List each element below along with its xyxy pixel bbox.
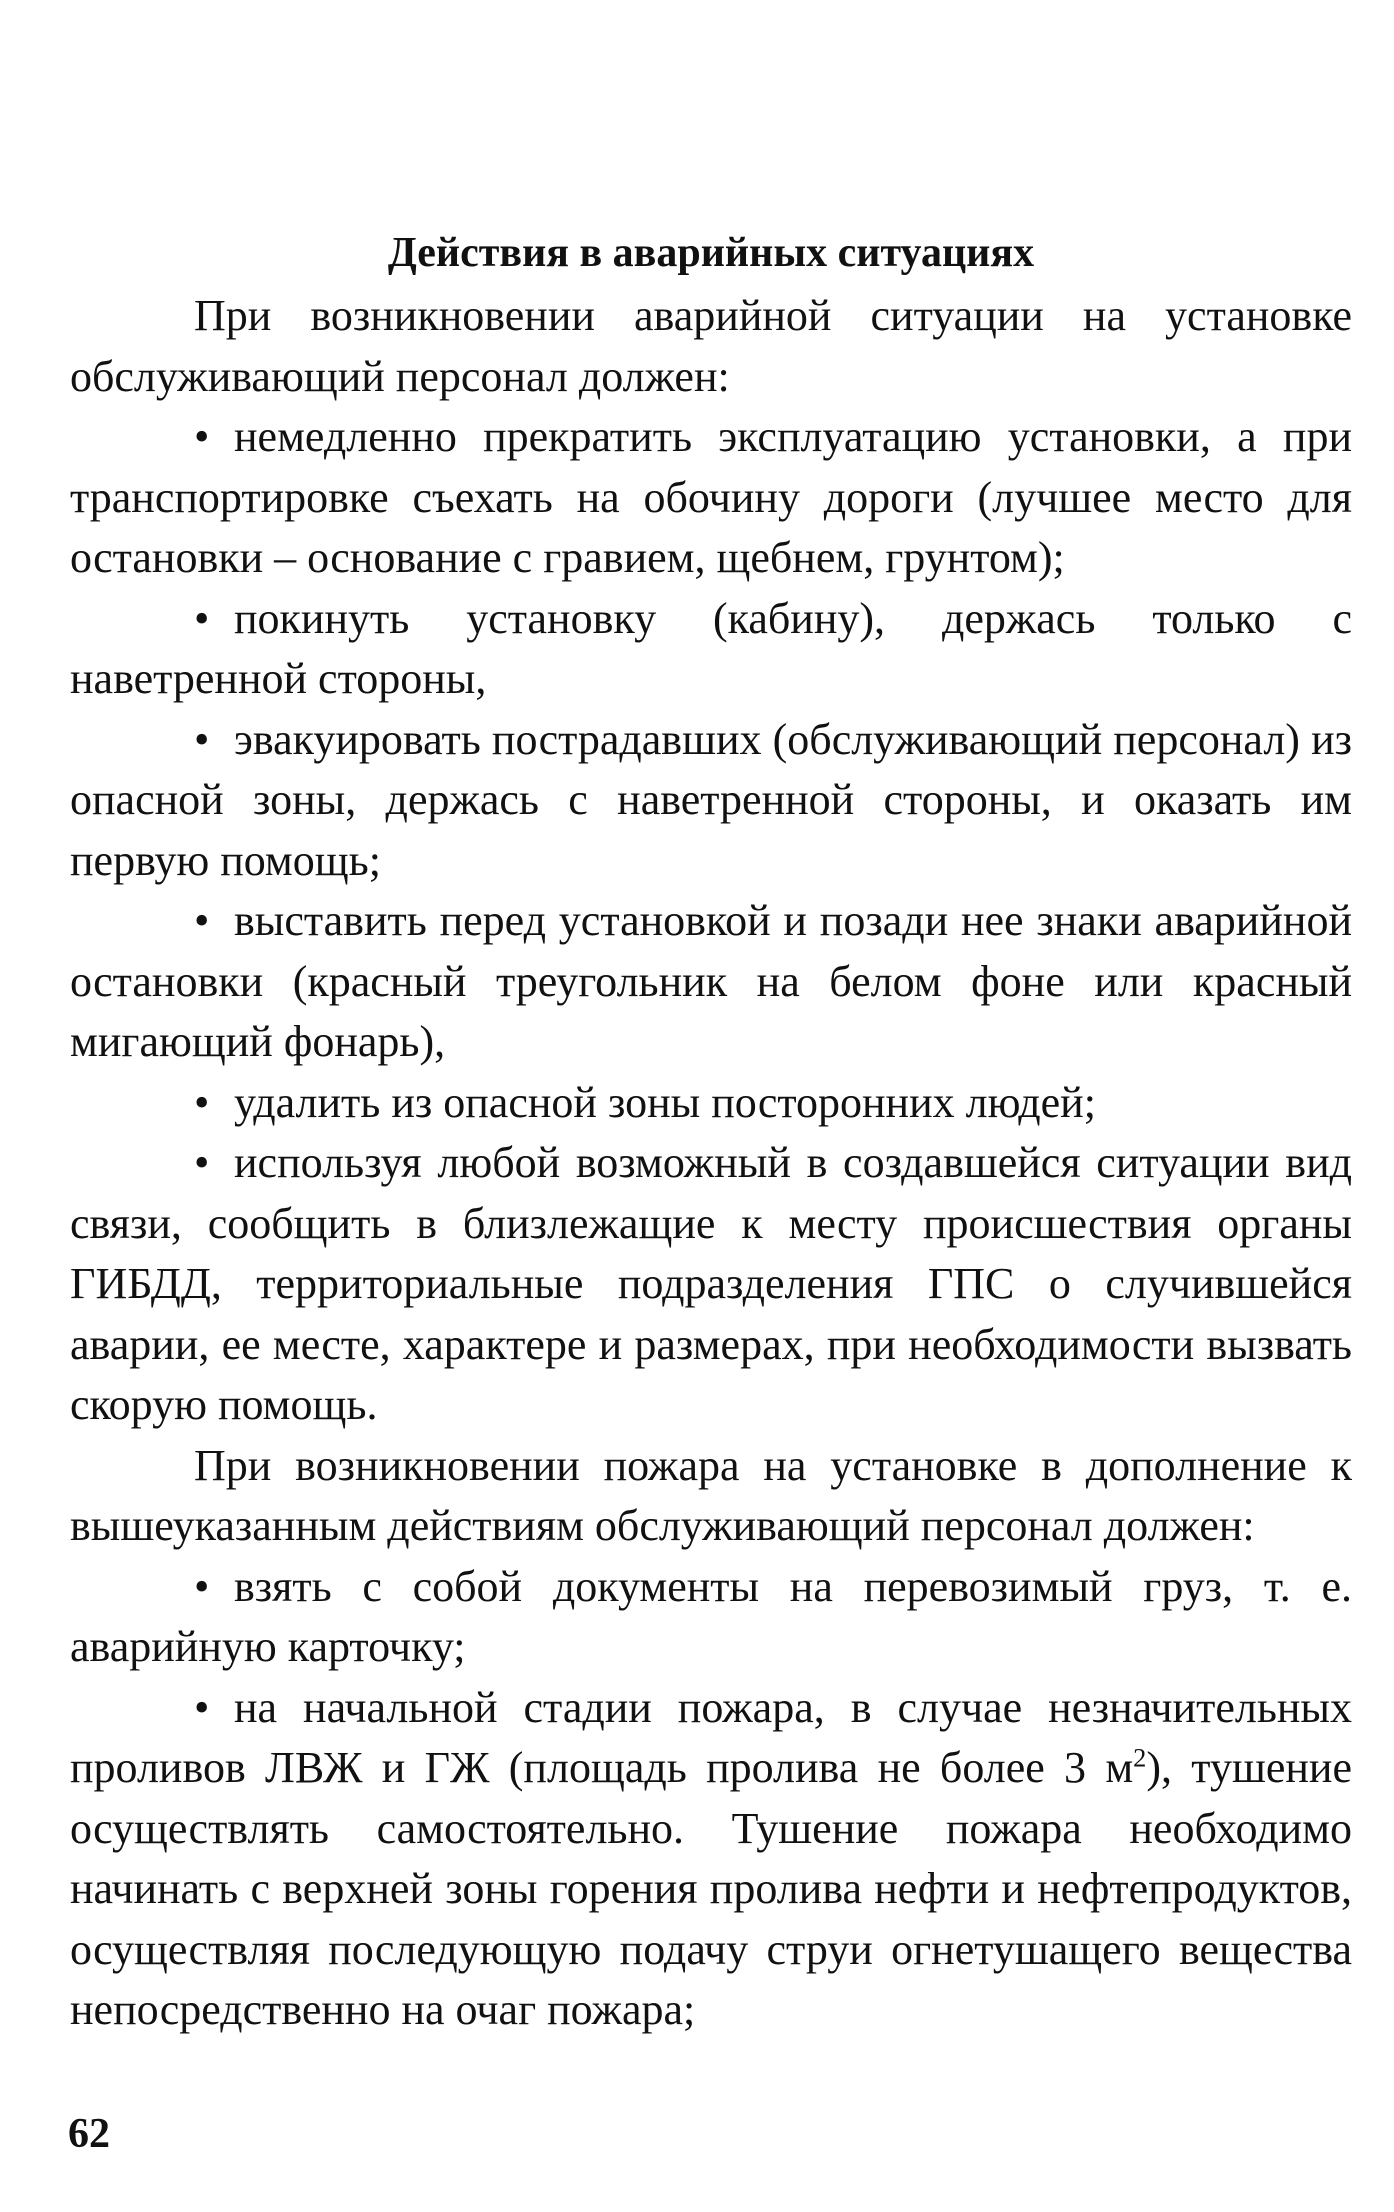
emergency-actions-list [70,407,1352,1436]
bullet-icon: • [194,1682,210,1732]
list-item-text-before: на начальной стадии пожара, в случае незначительных проливов ЛВЖ и ГЖ (площадь пролива не более 3 м [70,1682,1352,1792]
page-number: 62 [68,2111,110,2157]
bullet-icon: • [194,593,210,643]
list-item [70,1557,1352,1678]
list-item [70,891,1352,1073]
list-item [70,710,1352,892]
list-item [70,1073,1352,1134]
intro-paragraph: При возникновении аварийной ситуации на установке обслуживающий персонал должен: [70,291,1352,401]
bullet-icon: • [194,412,210,461]
list-item-text: немедленно прекратить эксплуатацию установки, а при транспортировке съехать на обочину дороги (лучшее место для остановки – основание с гравием, щебнем, грунтом); [70,412,1352,582]
section-title: Действия в аварийных ситуациях [387,230,1035,276]
fire-intro-paragraph: При возникновении пожара на установке в дополнение к вышеуказанным действиям обслуживающий персонал должен: [70,1440,1352,1550]
page-content [70,224,1352,2041]
list-item-text: взять с собой документы на перевозимый груз, т. е. аварийную карточку; [70,1561,1352,1671]
list-item [70,1133,1352,1436]
list-item-text: эвакуировать пострадавших (обслуживающий персонал) из опасной зоны, держась с наветренной стороны, и оказать им первую помощь; [70,714,1352,885]
list-item [70,589,1352,710]
list-item-text: используя любой возможный в создавшейся ситуации вид связи, сообщить в близлежащие к месту происшествия органы ГИБДД, территориальные подразделения ГПС о случившейся аварии, ее месте, характере и размерах, при необходимости вызвать скорую помощь. [70,1138,1352,1429]
list-item [70,1678,1352,2041]
bullet-icon: • [194,1561,210,1611]
list-item [70,407,1352,589]
bullet-icon: • [194,714,210,764]
bullet-icon: • [194,1077,210,1127]
bullet-icon: • [194,1138,210,1187]
fire-actions-list [70,1557,1352,2041]
superscript: 2 [1133,1742,1147,1773]
list-item-text: выставить перед установкой и позади нее знаки аварийной остановки (красный треугольник на белом фоне или красный мигающий фонарь), [70,896,1352,1066]
list-item-text: удалить из опасной зоны посторонних людей; [234,1077,1096,1127]
bullet-icon: • [194,896,210,945]
list-item-text: покинуть установку (кабину), держась только с наветренной стороны, [70,593,1352,703]
list-item-text-after: ), тушение осуществлять самостоятельно. Тушение пожара необходимо начинать с верхней зоны горения пролива нефти и нефтепродуктов, осуществляя последующую подачу струи огнетушащего вещества непосредственно на очаг пожара; [70,1743,1352,2034]
